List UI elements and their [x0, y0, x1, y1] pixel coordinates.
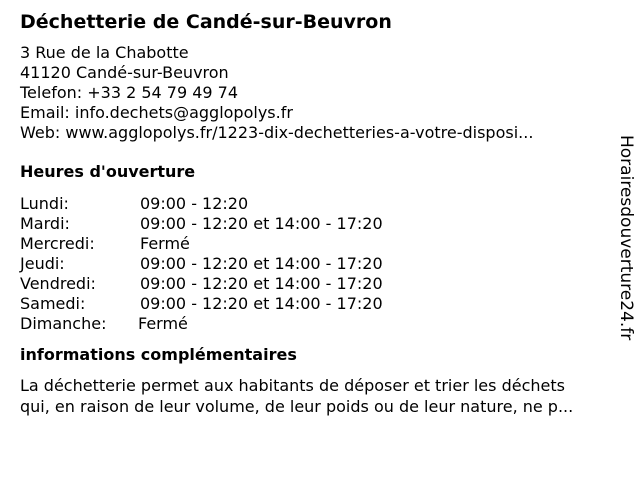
time-value: 09:00 - 12:20 et 14:00 - 17:20 [140, 274, 383, 293]
hours-row-mardi [20, 214, 620, 234]
phone-number: Telefon: +33 2 54 79 49 74 [20, 83, 239, 102]
time-value: 09:00 - 12:20 et 14:00 - 17:20 [140, 294, 383, 313]
address-block [20, 43, 620, 143]
additional-info-heading: informations complémentaires [20, 345, 297, 364]
day-label: Lundi: [20, 194, 69, 213]
time-value: 09:00 - 12:20 et 14:00 - 17:20 [140, 254, 383, 273]
time-value: 09:00 - 12:20 [140, 194, 249, 213]
street-address: 3 Rue de la Chabotte [20, 43, 189, 62]
hours-row-vendredi [20, 274, 620, 294]
day-label: Mardi: [20, 214, 70, 233]
website-link: Web: www.agglopolys.fr/1223-dix-dechetteries-a-votre-disposi... [20, 123, 534, 142]
day-label: Jeudi: [20, 254, 65, 273]
opening-hours-table [20, 194, 620, 334]
day-label: Vendredi: [20, 274, 96, 293]
day-label: Samedi: [20, 294, 86, 313]
day-label: Dimanche: [20, 314, 107, 333]
info-line-1: La déchetterie permet aux habitants de déposer et trier les déchets [20, 376, 565, 395]
site-watermark [610, 135, 640, 345]
hours-row-lundi [20, 194, 620, 214]
location-card [20, 10, 620, 417]
watermark-text: Horairesdouverture24.fr [616, 135, 636, 341]
page-title: Déchetterie de Candé-sur-Beuvron [20, 11, 392, 33]
email-address: Email: info.dechets@agglopolys.fr [20, 103, 293, 122]
info-line-2: qui, en raison de leur volume, de leur poids ou de leur nature, ne p... [20, 397, 574, 416]
time-value: Fermé [140, 234, 190, 253]
time-value: 09:00 - 12:20 et 14:00 - 17:20 [140, 214, 383, 233]
day-label: Mercredi: [20, 234, 95, 253]
hours-row-jeudi [20, 254, 620, 274]
postal-city: 41120 Candé-sur-Beuvron [20, 63, 229, 82]
time-value: Fermé [138, 314, 188, 333]
hours-row-samedi [20, 294, 620, 314]
opening-hours-heading: Heures d'ouverture [20, 162, 196, 181]
hours-row-mercredi [20, 234, 620, 254]
hours-row-dimanche [20, 314, 620, 334]
additional-info-text [20, 375, 620, 417]
